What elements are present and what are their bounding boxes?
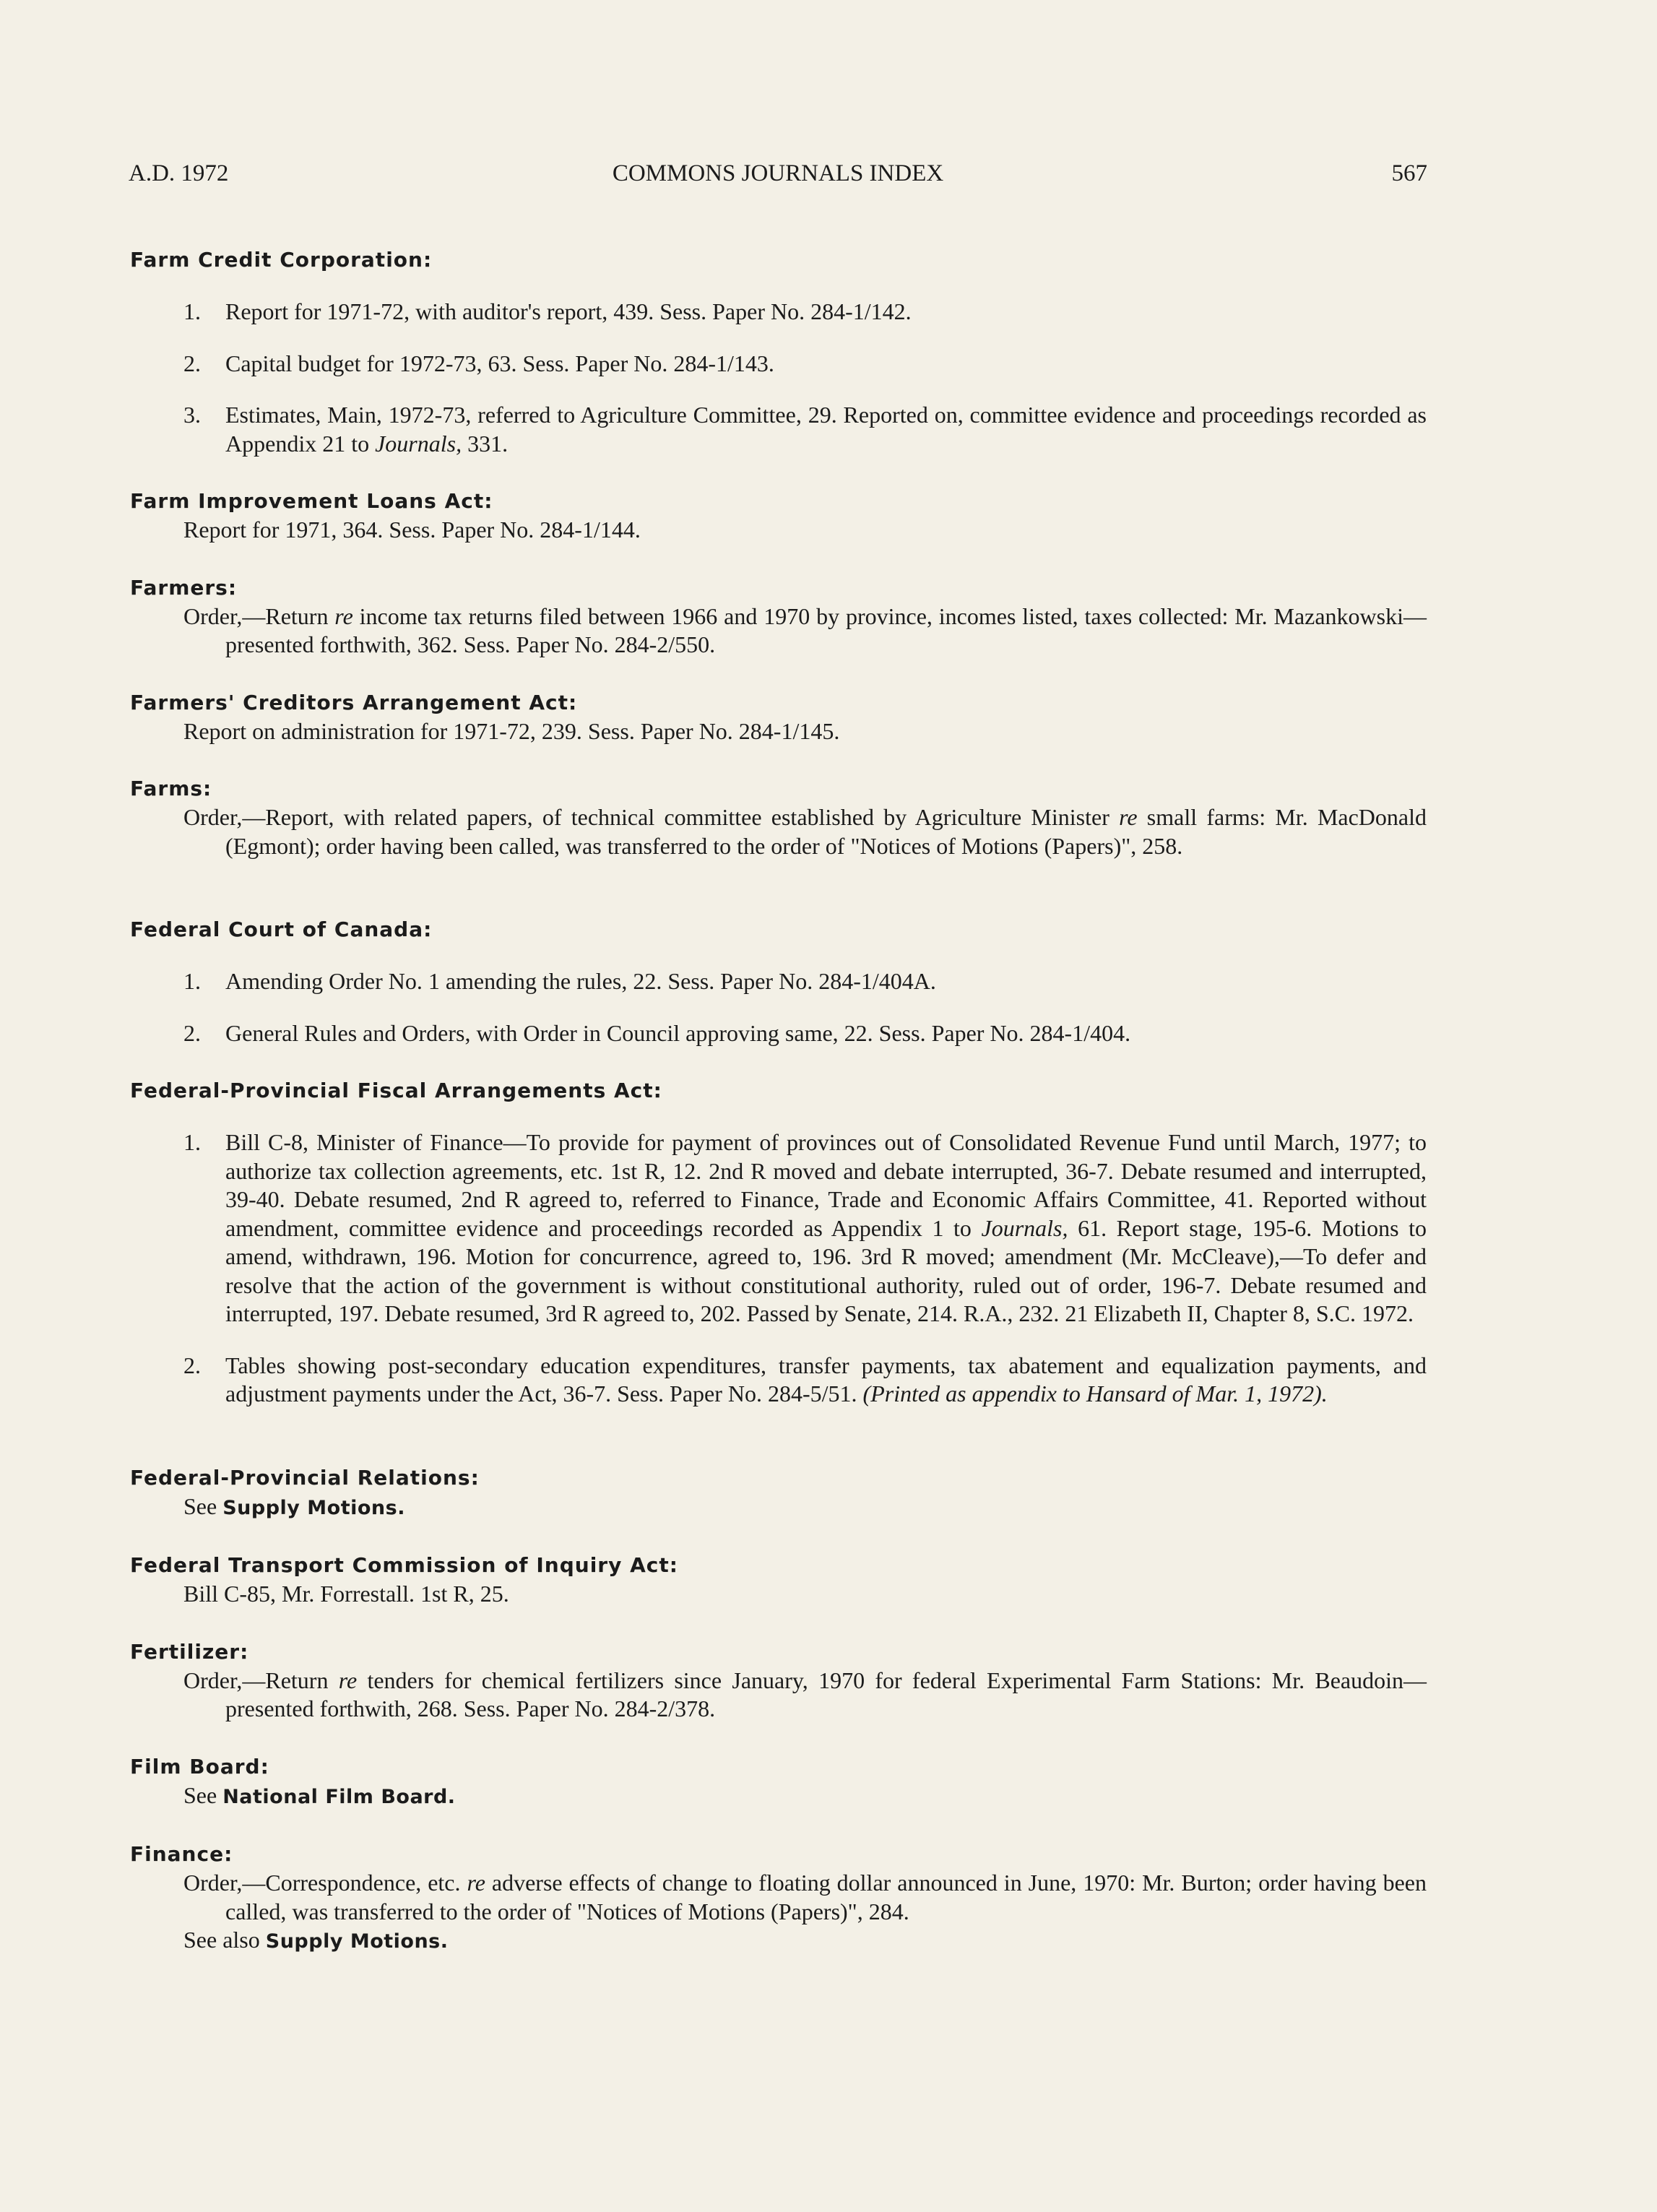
header-year: A.D. 1972 [129, 160, 229, 186]
cross-reference: National Film Board. [222, 1785, 456, 1808]
entry-finance [130, 1840, 1427, 1956]
entry-fertilizer [130, 1638, 1427, 1724]
entry-federal-court-of-canada [130, 915, 1427, 1047]
entry-text [130, 1667, 1427, 1724]
entry-farm-credit-corporation [130, 246, 1427, 458]
entry-farmers-creditors-arrangement-act [130, 688, 1427, 746]
entry-farms [130, 774, 1427, 860]
cross-reference: Supply Motions. [265, 1930, 449, 1953]
text-segment: Order,—Report, with related papers, of technical committee established by Agriculture Minister [183, 804, 1120, 830]
item-number: 3. [183, 402, 201, 428]
text-segment: 331. [462, 430, 509, 457]
entry-federal-provincial-relations [130, 1464, 1427, 1523]
text-segment: Bill C-8, Minister of Finance—To provide for payment of provinces out of Consolidated Revenue Fund until March, 1977; to authorize tax collection agreements, etc. 1st R, 12. 2nd R moved and debate interrupted, 36-7. Debate resumed and interrupted, 39-40. Debate resumed, 2nd R agreed to, referred to Finance, Trade and Economic Affairs Committee, 41. Reported without amendment, committee evidence and proceedings recorded as Appendix 1 to [225, 1129, 1427, 1241]
entry-heading: Finance: [130, 1842, 233, 1866]
entry-heading: Federal Transport Commission of Inquiry Act: [130, 1553, 678, 1577]
text-segment: adverse effects of change to floating dollar announced in June, 1970: Mr. Burton; order having been called, was transferred to the order of "Notices of Motions (Papers)", 284. [225, 1870, 1427, 1924]
running-head [129, 160, 1427, 192]
index-entries [130, 246, 1427, 1985]
entry-text: Report for 1971, 364. Sess. Paper No. 284-1/144. [183, 517, 641, 543]
entry-heading: Farms: [130, 777, 212, 800]
list-item [130, 1352, 1427, 1409]
entry-heading: Federal-Provincial Fiscal Arrangements Act: [130, 1079, 662, 1102]
text-segment: Order,—Correspondence, etc. [183, 1870, 467, 1896]
see-label: See [183, 1781, 223, 1808]
entry-heading: Farm Credit Corporation: [130, 248, 433, 272]
item-number: 1. [183, 298, 201, 324]
entry-text [130, 1781, 1427, 1812]
list-item [130, 967, 1427, 996]
see-label: See also [183, 1927, 266, 1953]
entry-heading: Farmers: [130, 575, 238, 600]
text-segment: tenders for chemical fertilizers since January, 1970 for federal Experimental Farm Stations: Mr. Beaudoin—presented forthwith, 268. Sess. Paper No. 284-2/378. [225, 1667, 1427, 1721]
italic-segment: re [1119, 804, 1138, 830]
see-label: See [183, 1492, 223, 1519]
italic-segment: Journals, [981, 1214, 1068, 1241]
item-text: Capital budget for 1972-73, 63. Sess. Paper No. 284-1/143. [225, 350, 774, 376]
entry-text [130, 602, 1427, 660]
list-item [130, 1128, 1427, 1329]
entry-heading: Farm Improvement Loans Act: [130, 489, 493, 513]
text-segment: small farms: Mr. MacDonald (Egmont); order having been called, was transferred to the order of "Notices of Motions (Papers)", 258. [225, 804, 1427, 859]
entry-heading: Film Board: [130, 1754, 269, 1779]
entry-heading: Federal Court of Canada: [130, 917, 433, 941]
italic-segment: re [334, 602, 353, 629]
entry-federal-transport-commission-of-inquiry-act [130, 1551, 1427, 1609]
item-text [225, 1352, 1427, 1409]
entry-film-board [130, 1753, 1427, 1812]
entry-text: Report on administration for 1971-72, 239. Sess. Paper No. 284-1/145. [183, 717, 840, 744]
entry-see-also [130, 1926, 1427, 1956]
entry-heading: Farmers' Creditors Arrangement Act: [130, 690, 578, 714]
cross-reference: Supply Motions. [222, 1496, 405, 1519]
item-text [225, 1128, 1427, 1329]
italic-segment: re [467, 1870, 485, 1896]
italic-segment: re [338, 1667, 358, 1693]
item-text: Report for 1971-72, with auditor's report, 439. Sess. Paper No. 284-1/142. [225, 298, 912, 324]
item-number: 1. [183, 1129, 201, 1155]
entry-text [130, 1492, 1427, 1523]
list-item [130, 401, 1427, 458]
entry-farmers [130, 574, 1427, 660]
item-text [225, 401, 1427, 458]
item-number: 2. [183, 1352, 201, 1378]
item-text: General Rules and Orders, with Order in Council approving same, 22. Sess. Paper No. 284-1/404. [225, 1019, 1131, 1046]
list-item [130, 350, 1427, 379]
text-segment: income tax returns filed between 1966 and 1970 by province, incomes listed, taxes collected: Mr. Mazankowski—presented forthwith, 362. Sess. Paper No. 284-2/550. [225, 602, 1427, 657]
header-title: COMMONS JOURNALS INDEX [612, 160, 944, 186]
text-segment: Order,—Return [183, 602, 335, 629]
text-segment: Tables showing post-secondary education expenditures, transfer payments, tax abatement and equalization payments, and adjustment payments under the Act, 36-7. Sess. Paper No. 284-5/51. [225, 1352, 1427, 1407]
list-item [130, 298, 1427, 327]
item-number: 2. [183, 1019, 201, 1046]
text-segment: Estimates, Main, 1972-73, referred to Agriculture Committee, 29. Reported on, committee evidence and proceedings recorded as Appendix 21 to [225, 402, 1427, 457]
entry-text: Bill C-85, Mr. Forrestall. 1st R, 25. [183, 1581, 509, 1607]
entry-heading: Federal-Provincial Relations: [130, 1465, 480, 1490]
italic-segment: (Printed as appendix to Hansard of Mar. 1, 1972). [862, 1381, 1328, 1407]
entry-heading: Fertilizer: [130, 1639, 249, 1664]
list-item [130, 1019, 1427, 1048]
text-segment: 61. Report stage, 195-6. Motions to amend, withdrawn, 196. Motion for concurrence, agreed to, 196. 3rd R moved; amendment (Mr. McCleave),—To defer and resolve that the action of the government is without constitutional authority, ruled out of order, 196-7. Debate resumed and interrupted, 197. Debate resumed, 3rd R agreed to, 202. Passed by Senate, 214. R.A., 232. 21 Elizabeth II, Chapter 8, S.C. 1972. [225, 1214, 1427, 1326]
item-number: 1. [183, 968, 201, 994]
entry-federal-provincial-fiscal-arrangements-act [130, 1076, 1427, 1409]
entry-text [130, 803, 1427, 860]
entry-farm-improvement-loans-act [130, 487, 1427, 545]
page-number: 567 [1391, 160, 1427, 186]
italic-segment: Journals, [375, 430, 462, 457]
text-segment: Order,—Return [183, 1667, 339, 1693]
item-text: Amending Order No. 1 amending the rules, 22. Sess. Paper No. 284-1/404A. [225, 968, 936, 994]
item-number: 2. [183, 350, 201, 376]
entry-text [130, 1869, 1427, 1926]
